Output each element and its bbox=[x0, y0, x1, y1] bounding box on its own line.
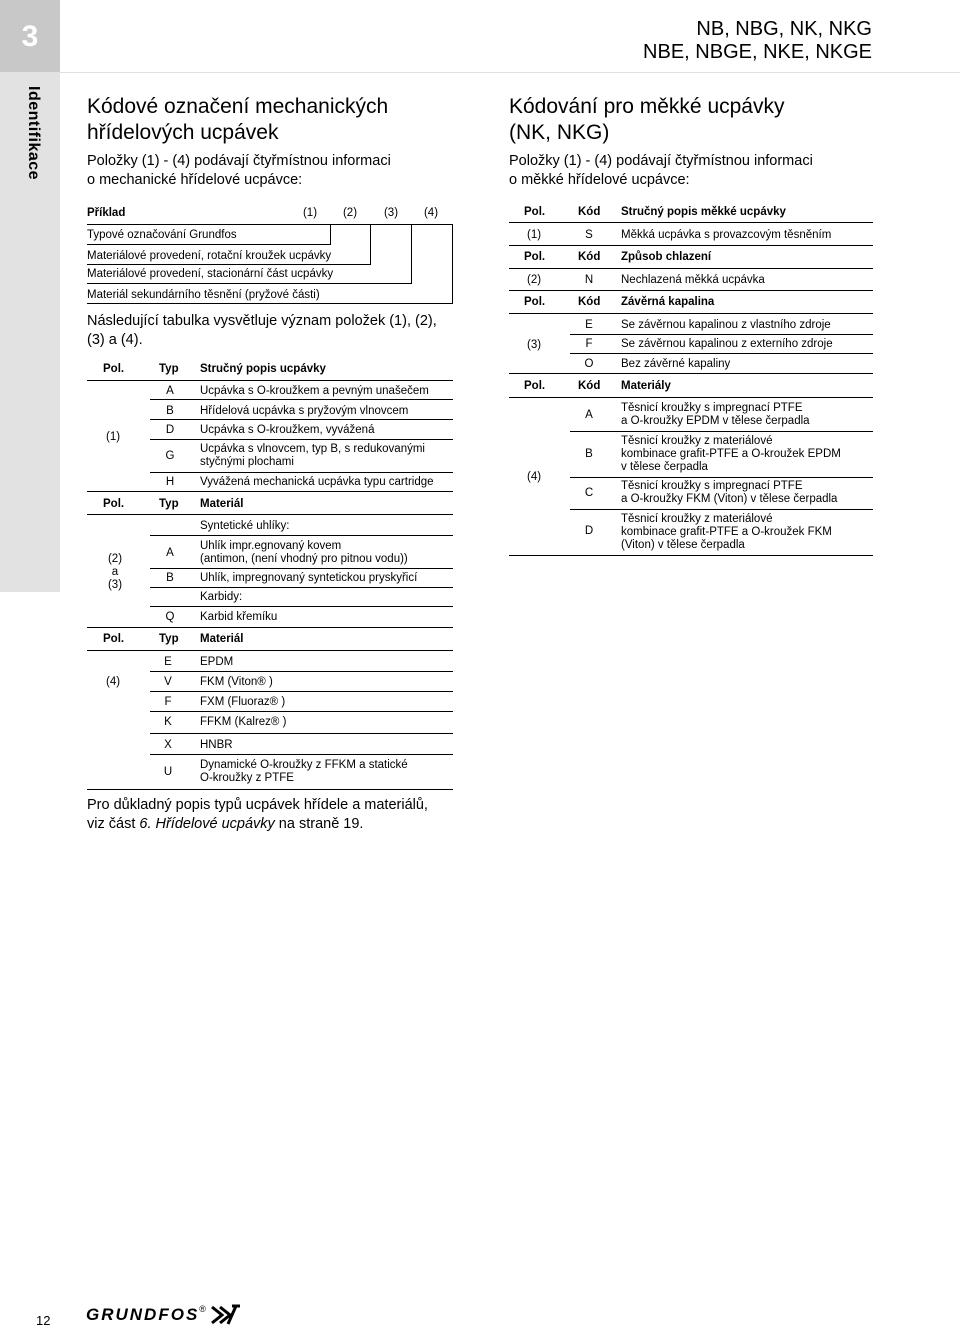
t3-key-e: E bbox=[164, 656, 172, 668]
r4-key-b: B bbox=[585, 448, 593, 460]
grundfos-symbol-icon bbox=[210, 1304, 242, 1326]
t2-header-desc: Materiál bbox=[200, 498, 244, 510]
r2-pol: (2) bbox=[527, 274, 542, 286]
t1-key-g: G bbox=[165, 450, 175, 462]
r3-header-kod: Kód bbox=[578, 296, 601, 308]
r4-header-pol: Pol. bbox=[524, 380, 546, 392]
r4-desc-a-line1: Těsnicí kroužky s impregnací PTFE bbox=[621, 402, 803, 414]
r4-header-desc: Materiály bbox=[621, 380, 671, 392]
example-label: Příklad bbox=[87, 207, 126, 219]
r1-key: S bbox=[585, 229, 593, 241]
r2-header-kod: Kód bbox=[578, 251, 601, 263]
r3-key-o: O bbox=[584, 358, 594, 370]
divider bbox=[150, 691, 453, 692]
t1-header-desc: Stručný popis ucpávky bbox=[200, 363, 326, 375]
r4-pol: (4) bbox=[527, 471, 542, 483]
t1-desc-g-line2: styčnými plochami bbox=[200, 456, 294, 468]
divider bbox=[150, 587, 453, 588]
grundfos-wordmark: GRUNDFOS bbox=[86, 1305, 200, 1324]
bracket-line bbox=[330, 224, 331, 244]
divider bbox=[509, 373, 873, 374]
t2-desc-a-line2: (antimon, (není vhodný pro pitnou vodu)) bbox=[200, 553, 408, 565]
r4-desc-a-line2: a O-kroužky EPDM v tělese čerpadla bbox=[621, 415, 810, 427]
r3-desc-f: Se závěrnou kapalinou z externího zdroje bbox=[621, 338, 833, 350]
section-reference-link[interactable]: 6. Hřídelové ucpávky bbox=[139, 816, 275, 832]
divider bbox=[87, 491, 453, 492]
t1-desc-d: Ucpávka s O-kroužkem, vyvážená bbox=[200, 424, 375, 436]
divider bbox=[150, 754, 453, 755]
grundfos-logo bbox=[86, 1304, 242, 1326]
t1-key-h: H bbox=[165, 476, 175, 488]
r3-desc-e: Se závěrnou kapalinou z vlastního zdroje bbox=[621, 319, 831, 331]
t2-key-b: B bbox=[166, 572, 174, 584]
right-title-line2: (NK, NKG) bbox=[509, 121, 610, 144]
right-intro-line1: Položky (1) - (4) podávají čtyřmístnou informaci bbox=[509, 153, 813, 169]
t2-pol-line1: (2) bbox=[107, 553, 123, 565]
t1-key-b: B bbox=[166, 405, 174, 417]
divider bbox=[570, 334, 873, 335]
divider bbox=[87, 514, 453, 515]
bracket-line bbox=[452, 224, 453, 303]
following-line2: (3) a (4). bbox=[87, 332, 143, 348]
r3-key-e: E bbox=[585, 319, 593, 331]
outro-line1: Pro důkladný popis typů ucpávek hřídele a materiálů, bbox=[87, 797, 428, 813]
outro-text: viz část bbox=[87, 816, 140, 832]
t3-header-desc: Materiál bbox=[200, 633, 244, 645]
t2-key-q: Q bbox=[165, 611, 175, 623]
divider bbox=[150, 419, 453, 420]
t3-key-k: K bbox=[164, 716, 172, 728]
t3-key-x: X bbox=[164, 739, 172, 751]
r4-desc-c-line1: Těsnicí kroužky s impregnací PTFE bbox=[621, 480, 803, 492]
t2-desc-b: Uhlík, impregnovaný syntetickou pryskyřicí bbox=[200, 572, 418, 584]
divider bbox=[570, 431, 873, 432]
example-row-2: Materiálové provedení, rotační kroužek ucpávky bbox=[87, 250, 332, 262]
t3-desc-v: FKM (Viton® ) bbox=[200, 676, 273, 688]
bracket-line bbox=[411, 224, 412, 283]
r4-key-c: C bbox=[584, 487, 594, 499]
example-col-2: (2) bbox=[342, 207, 358, 219]
t3-desc-k: FFKM (Kalrez® ) bbox=[200, 716, 287, 728]
r3-key-f: F bbox=[585, 338, 593, 350]
r2-header-desc: Způsob chlazení bbox=[621, 251, 712, 263]
divider bbox=[150, 733, 453, 734]
example-row-4: Materiál sekundárního těsnění (pryžové části) bbox=[87, 289, 320, 301]
r4-desc-d-line1: Těsnicí kroužky z materiálové bbox=[621, 513, 773, 525]
example-row-1: Typové označování Grundfos bbox=[87, 229, 237, 241]
r4-desc-d-line2: kombinace grafit-PTFE a O-kroužek FKM bbox=[621, 526, 832, 538]
t1-desc-h: Vyvážená mechanická ucpávka typu cartridge bbox=[200, 476, 434, 488]
r3-desc-o: Bez závěrné kapaliny bbox=[621, 358, 731, 370]
left-title-line2: hřídelových ucpávek bbox=[87, 121, 279, 144]
side-tab-label: Identifikace bbox=[25, 86, 42, 181]
bracket-line bbox=[87, 303, 453, 304]
r4-desc-c-line2: a O-kroužky FKM (Viton) v tělese čerpadla bbox=[621, 493, 838, 505]
t1-pol: (1) bbox=[106, 431, 121, 443]
divider bbox=[570, 509, 873, 510]
chapter-number: 3 bbox=[21, 20, 39, 53]
page-number: 12 bbox=[36, 1313, 51, 1328]
divider bbox=[509, 397, 873, 398]
t3-desc-u-line1: Dynamické O-kroužky z FFKM a statické bbox=[200, 759, 408, 771]
r4-desc-b-line2: kombinace grafit-PTFE a O-kroužek EPDM bbox=[621, 448, 841, 460]
divider bbox=[150, 711, 453, 712]
t3-pol: (4) bbox=[106, 676, 121, 688]
example-col-3: (3) bbox=[383, 207, 399, 219]
r-header-pol: Pol. bbox=[524, 206, 546, 218]
divider bbox=[87, 627, 453, 628]
following-line1: Následující tabulka vysvětluje význam položek (1), (2), bbox=[87, 313, 437, 329]
divider bbox=[150, 399, 453, 400]
r-header-desc: Stručný popis měkké ucpávky bbox=[621, 206, 786, 218]
r4-header-kod: Kód bbox=[578, 380, 601, 392]
r4-key-d: D bbox=[584, 525, 594, 537]
divider bbox=[570, 477, 873, 478]
divider bbox=[509, 268, 873, 269]
t3-header-typ: Typ bbox=[159, 633, 179, 645]
divider bbox=[150, 568, 453, 569]
left-intro-line2: o mechanické hřídelové ucpávce: bbox=[87, 172, 303, 188]
t3-desc-u-line2: O-kroužky z PTFE bbox=[200, 772, 294, 784]
divider bbox=[87, 224, 453, 225]
r3-header-desc: Závěrná kapalina bbox=[621, 296, 715, 308]
divider bbox=[570, 353, 873, 354]
t1-header-typ: Typ bbox=[159, 363, 179, 375]
divider bbox=[150, 472, 453, 473]
divider bbox=[509, 222, 873, 223]
right-intro-line2: o měkké hřídelové ucpávce: bbox=[509, 172, 690, 188]
divider bbox=[509, 290, 873, 291]
r4-key-a: A bbox=[585, 409, 593, 421]
t1-key-a: A bbox=[166, 385, 174, 397]
left-intro-line1: Položky (1) - (4) podávají čtyřmístnou informaci bbox=[87, 153, 391, 169]
t3-desc-f: FXM (Fluoraz® ) bbox=[200, 696, 286, 708]
bracket-line bbox=[370, 224, 371, 264]
r2-key: N bbox=[584, 274, 594, 286]
divider bbox=[150, 439, 453, 440]
t2-pol-line2: a bbox=[111, 566, 119, 578]
t2-header-pol: Pol. bbox=[103, 498, 125, 510]
divider bbox=[509, 555, 873, 556]
r1-pol: (1) bbox=[527, 229, 542, 241]
r4-desc-b-line1: Těsnicí kroužky z materiálové bbox=[621, 435, 773, 447]
r4-desc-b-line3: v tělese čerpadla bbox=[621, 461, 708, 473]
t2-desc-a-line1: Uhlík impr.egnovaný kovem bbox=[200, 540, 342, 552]
bracket-line bbox=[87, 244, 331, 245]
divider bbox=[87, 789, 453, 790]
r2-desc: Nechlazená měkká ucpávka bbox=[621, 274, 765, 286]
t1-desc-b: Hřídelová ucpávka s pryžovým vlnovcem bbox=[200, 405, 409, 417]
t1-key-d: D bbox=[165, 424, 175, 436]
outro-line2 bbox=[87, 815, 363, 834]
t3-key-u: U bbox=[163, 766, 173, 778]
t3-header-pol: Pol. bbox=[103, 633, 125, 645]
side-tab[interactable] bbox=[0, 72, 60, 592]
r4-desc-d-line3: (Viton) v tělese čerpadla bbox=[621, 539, 745, 551]
bracket-line bbox=[87, 264, 371, 265]
t1-desc-a: Ucpávka s O-kroužkem a pevným unašečem bbox=[200, 385, 429, 397]
t2-pol-line3: (3) bbox=[107, 579, 123, 591]
divider bbox=[509, 245, 873, 246]
example-col-4: (4) bbox=[423, 207, 439, 219]
t2-desc-q: Karbid křemíku bbox=[200, 611, 278, 623]
example-row-3: Materiálové provedení, stacionární část ucpávky bbox=[87, 268, 334, 280]
t3-desc-e: EPDM bbox=[200, 656, 234, 668]
divider bbox=[509, 313, 873, 314]
r1-desc: Měkká ucpávka s provazcovým těsněním bbox=[621, 229, 832, 241]
divider bbox=[150, 606, 453, 607]
r2-header-pol: Pol. bbox=[524, 251, 546, 263]
t3-desc-x: HNBR bbox=[200, 739, 233, 751]
right-title-line1: Kódování pro měkké ucpávky bbox=[509, 95, 785, 118]
t3-key-v: V bbox=[164, 676, 172, 688]
t3-key-f: F bbox=[164, 696, 172, 708]
divider bbox=[150, 535, 453, 536]
r3-header-pol: Pol. bbox=[524, 296, 546, 308]
t2-key-a: A bbox=[166, 547, 174, 559]
header-models-line2: NBE, NBGE, NKE, NKGE bbox=[643, 41, 872, 63]
chapter-number-box bbox=[0, 0, 60, 72]
divider bbox=[87, 380, 453, 381]
t2-header-typ: Typ bbox=[159, 498, 179, 510]
left-title-line1: Kódové označení mechanických bbox=[87, 95, 389, 118]
t1-desc-g-line1: Ucpávka s vlnovcem, typ B, s redukovanými bbox=[200, 443, 425, 455]
t2-synthetic-heading: Syntetické uhlíky: bbox=[200, 520, 290, 532]
header-models-line1: NB, NBG, NK, NKG bbox=[696, 18, 872, 40]
t1-header-pol: Pol. bbox=[103, 363, 125, 375]
divider bbox=[87, 650, 453, 651]
r-header-kod: Kód bbox=[578, 206, 601, 218]
bracket-line bbox=[87, 283, 412, 284]
registered-mark: ® bbox=[199, 1304, 206, 1314]
t2-carbides-heading: Karbidy: bbox=[200, 591, 243, 603]
divider bbox=[150, 671, 453, 672]
outro-text: na straně 19. bbox=[274, 816, 364, 832]
r3-pol: (3) bbox=[527, 339, 542, 351]
example-col-1: (1) bbox=[302, 207, 318, 219]
